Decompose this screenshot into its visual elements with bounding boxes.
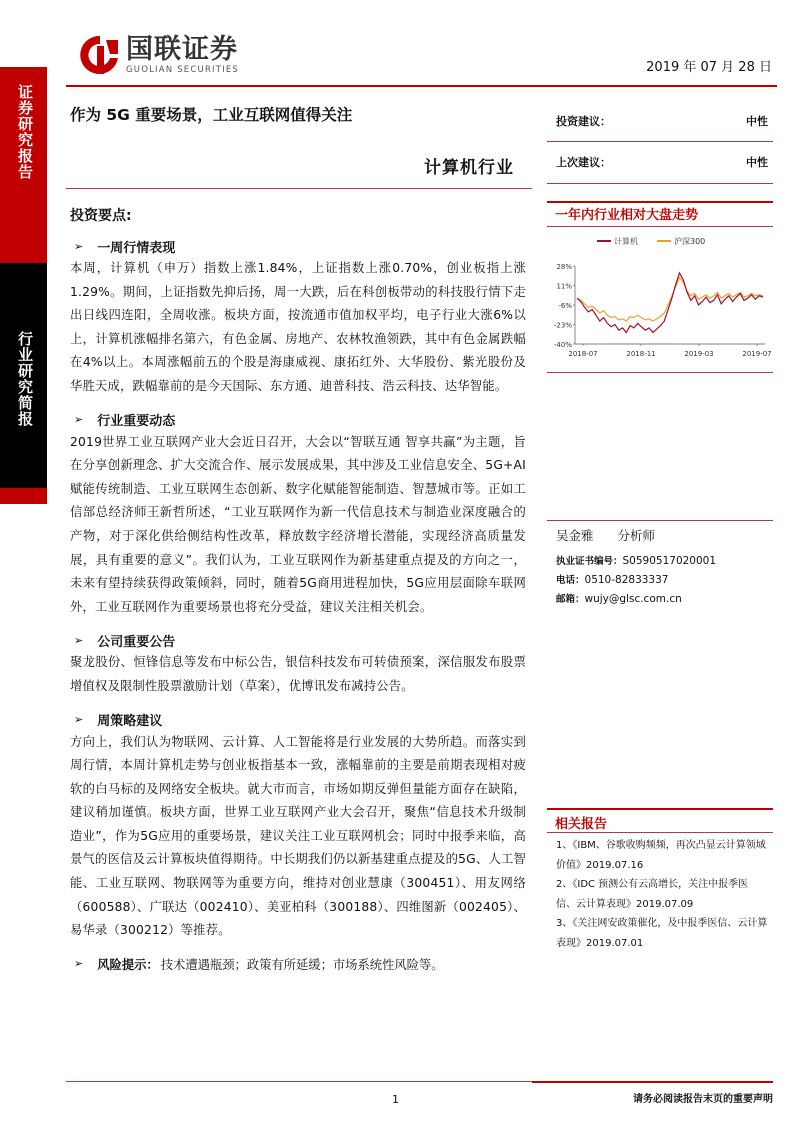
rating-value: 中性 — [746, 115, 768, 128]
analyst-role: 分析师 — [617, 528, 656, 543]
risk-text: 技术遭遇瓶颈；政策有所延缓；市场系统性风险等。 — [160, 957, 444, 972]
analyst-phone: 电话：0510-82833337 — [556, 574, 669, 586]
rating-divider — [547, 183, 773, 184]
subsection-heading-text: 公司重要公告 — [97, 634, 176, 650]
y-tick-label: 11% — [556, 282, 572, 291]
analyst-name: 吴金雅 — [556, 528, 594, 543]
brand-emblem-icon — [80, 34, 120, 76]
sidebar-bottom-label: 行业研究简报 — [16, 331, 34, 427]
related-item[interactable]: 1、《IBM、谷歌收购频频，再次凸显云计算领域价值》2019.07.16 — [556, 840, 766, 871]
chart-svg — [547, 228, 773, 368]
subsection-heading — [70, 709, 526, 731]
arrow-bullet-icon: ➢ — [74, 633, 84, 647]
related-item[interactable]: 2、《IDC 预测公有云高增长，关注中报季医信、云计算表现》2019.07.09 — [556, 879, 749, 910]
subsection-body: 聚龙股份、恒锋信息等发布中标公告，银信科技发布可转债预案，深信服发布股票增值权及限制性股票激励计划（草案），优博讯发布减持公告。 — [70, 655, 526, 693]
chart-top-rule — [547, 201, 773, 203]
arrow-bullet-icon: ➢ — [74, 413, 84, 427]
subsection-heading-text: 一周行情表现 — [97, 240, 176, 256]
main-content — [70, 205, 526, 973]
title-rule — [66, 188, 532, 189]
risk-label: 风险提示： — [97, 957, 159, 972]
sidebar-top-label: 证券研究报告 — [16, 84, 34, 180]
relative-performance-chart — [547, 228, 773, 368]
chart-bottom-rule — [547, 372, 773, 373]
related-title-rule — [547, 832, 773, 833]
footer-rule-right — [532, 1081, 773, 1083]
brand-name-en: GUOLIAN SECURITIES — [126, 65, 240, 75]
footer-disclaimer: 请务必阅读报告末页的重要声明 — [633, 1094, 773, 1105]
analyst-email: 邮箱：wujy@glsc.com.cn — [556, 593, 682, 605]
subsection-body: 本周，计算机（申万）指数上涨1.84%，上证指数上涨0.70%，创业板指上涨1.29%。期间，上证指数先抑后扬，周一大跌，后在科创板带动的科技股行情下走出日线四连阳，全周收涨。板块方面，按流通市值加权平均，电子行业大涨6%以上，计算机涨幅排名第六，有色金属、房地产、农林牧渔领跌，其中有色金属跌幅在4%以上。本周涨幅前五的个股是海康威视、康拓红外、大华股份、紫光股份及华胜天成，跌幅靠前的是今天国际、东方通、迪普科技、浩云科技、达华智能。 — [70, 261, 526, 393]
rating-value: 中性 — [746, 156, 768, 169]
section-title: 投资要点: — [70, 208, 132, 224]
y-tick-label: -40% — [553, 341, 572, 349]
related-title: 相关报告 — [555, 817, 608, 832]
analyst-top-rule — [547, 520, 773, 521]
x-tick-label: 2019-03 — [684, 350, 714, 358]
x-tick-label: 2018-07 — [568, 350, 598, 358]
brand-name-cn: 国联证券 — [126, 34, 238, 65]
y-tick-label: -23% — [553, 321, 572, 330]
subsection-heading-text: 行业重要动态 — [97, 414, 176, 430]
rating-divider — [547, 141, 773, 142]
footer-rule-left — [66, 1081, 532, 1082]
report-date: 2019 年 07 月 28 日 — [646, 60, 772, 75]
chart-title: 一年内行业相对大盘走势 — [555, 208, 699, 223]
subsection-heading — [70, 409, 526, 431]
x-tick-label: 2019-07 — [742, 350, 772, 358]
page-number: 1 — [392, 1093, 399, 1106]
x-tick-label: 2018-11 — [626, 350, 656, 358]
related-top-rule — [547, 808, 773, 810]
industry-title: 计算机行业 — [424, 158, 514, 178]
legend-label: 计算机 — [614, 237, 638, 246]
arrow-bullet-icon: ➢ — [74, 957, 84, 971]
rating-row-previous — [556, 154, 768, 170]
analyst-block — [556, 526, 768, 609]
subsection-heading — [70, 235, 526, 257]
analyst-cert: 执业证书编号：S0590517020001 — [556, 555, 717, 567]
subsection-heading-text: 周策略建议 — [97, 714, 163, 729]
sidebar-red-tab — [0, 488, 47, 504]
chart-title-rule — [547, 226, 773, 227]
arrow-bullet-icon: ➢ — [74, 713, 84, 726]
legend-label: 沪深300 — [674, 237, 706, 246]
y-tick-label: 28% — [556, 263, 572, 271]
rating-row-current — [556, 113, 768, 129]
y-tick-label: -6% — [558, 302, 572, 310]
series-line — [577, 273, 763, 333]
brand-logo — [80, 34, 239, 76]
subsection-heading — [70, 629, 526, 651]
related-list — [556, 836, 768, 953]
related-item[interactable]: 3、《关注网安政策催化，及中报季医信、云计算表现》2019.07.01 — [556, 918, 768, 949]
arrow-bullet-icon: ➢ — [74, 239, 84, 253]
risk-note — [70, 955, 526, 973]
rating-label: 投资建议： — [556, 115, 611, 128]
header-rule — [66, 85, 777, 87]
subsection-body: 方向上，我们认为物联网、云计算、人工智能将是行业发展的大势所趋。而落实到周行情，本周计算机走势与创业板指基本一致，涨幅靠前的主要是前期表现相对疲软的白马标的及网络安全板块。就大市而言，市场如期反弹但量能方面存在缺陷，建议稍加谨慎。板块方面，世界工业互联网产业大会召开，聚焦“信息技术升级制造业”，作为5G应用的重要场景，建议关注工业互联网机会；同时中报季来临，高景气的医信及云计算板块值得期待。中长期我们仍以新基建重点提及的5G、人工智能、工业互联网、物联网等为重要方向，维持对创业慧康（300451）、用友网络（600588）、广联达（002410）、美亚柏科（300188）、四维图新（002405）、易华录（300212）等推荐。 — [70, 734, 526, 938]
subsection-body: 2019世界工业互联网产业大会近日召开，大会以“智联互通 智享共赢”为主题，旨在分享创新理念、扩大交流合作、展示发展成果，其中涉及工业信息安全、5G+AI赋能传统制造、工业互联网生态创新、数字化赋能智能制造、智慧城市等。正如工信部总经济师王新哲所述，“工业互联网作为新一代信息技术与制造业深度融合的产物，对于深化供给侧结构性改革，释放数字经济增长潜能，实现经济高质量发展，具有重要的意义”。我们认为，工业互联网作为新基建重点提及的方向之一，未来有望持续获得政策倾斜，同时，随着5G商用进程加快，5G应用层面除车联网外，工业互联网作为重要场景也将充分受益，建议关注相关机会。 — [70, 434, 526, 614]
rating-label: 上次建议： — [556, 156, 611, 169]
report-title: 作为 5G 重要场景，工业互联网值得关注 — [70, 106, 353, 124]
